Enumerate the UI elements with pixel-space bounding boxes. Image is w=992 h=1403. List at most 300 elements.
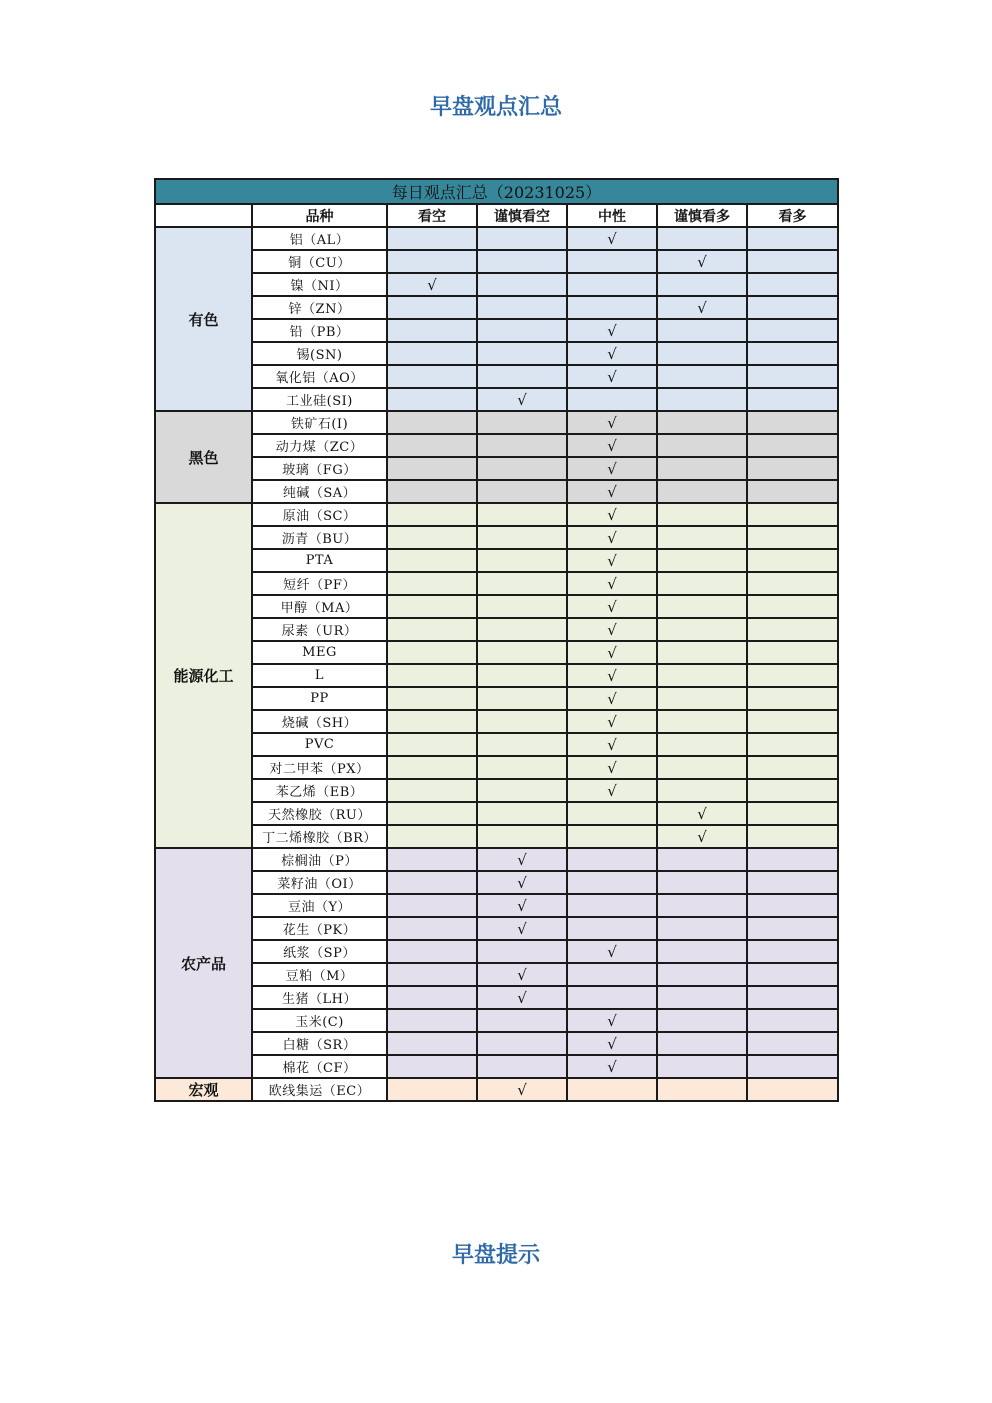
view-cell — [477, 342, 567, 365]
variety-name: 铝（AL） — [252, 227, 387, 250]
view-cell — [567, 411, 657, 434]
check-mark: √ — [427, 275, 437, 294]
view-cell — [387, 549, 477, 572]
table-row — [155, 802, 838, 825]
view-cell — [387, 871, 477, 894]
view-cell — [657, 802, 747, 825]
view-cell — [387, 572, 477, 595]
variety-name: 苯乙烯（EB） — [252, 779, 387, 802]
table-row — [155, 710, 838, 733]
view-cell — [477, 963, 567, 986]
check-mark: √ — [697, 252, 707, 271]
variety-name: 花生（PK） — [252, 917, 387, 940]
view-cell — [657, 319, 747, 342]
variety-name: 棕榈油（P） — [252, 848, 387, 871]
view-cell — [477, 710, 567, 733]
view-cell — [657, 342, 747, 365]
view-cell — [657, 664, 747, 687]
view-cell — [567, 388, 657, 411]
table-row — [155, 388, 838, 411]
view-cell — [567, 1078, 657, 1101]
view-cell — [747, 1055, 838, 1078]
view-cell — [477, 549, 567, 572]
view-cell — [477, 756, 567, 779]
table-title-row — [155, 179, 838, 204]
view-cell — [387, 388, 477, 411]
view-cell — [747, 526, 838, 549]
view-cell — [477, 871, 567, 894]
check-mark: √ — [607, 1057, 617, 1076]
check-mark: √ — [607, 942, 617, 961]
view-cell — [387, 1055, 477, 1078]
section-title-morning-tips: 早盘提示 — [451, 1243, 540, 1268]
variety-name: 原油（SC） — [252, 503, 387, 526]
view-cell — [567, 595, 657, 618]
view-cell — [477, 457, 567, 480]
view-cell — [747, 480, 838, 503]
view-cell — [567, 710, 657, 733]
view-cell — [567, 871, 657, 894]
variety-name: 豆粕（M） — [252, 963, 387, 986]
variety-name: 菜籽油（OI） — [252, 871, 387, 894]
view-cell — [747, 940, 838, 963]
view-cell — [387, 411, 477, 434]
variety-name: PTA — [252, 549, 387, 572]
table-row — [155, 848, 838, 871]
view-cell — [387, 687, 477, 710]
view-cell — [657, 986, 747, 1009]
view-cell — [747, 1032, 838, 1055]
view-cell — [387, 250, 477, 273]
view-cell — [657, 733, 747, 756]
view-cell — [387, 825, 477, 848]
view-cell — [747, 434, 838, 457]
variety-name: 白糖（SR） — [252, 1032, 387, 1055]
view-cell — [747, 779, 838, 802]
table-title: 每日观点汇总（20231025） — [155, 179, 838, 204]
view-cell — [747, 388, 838, 411]
check-mark: √ — [607, 459, 617, 478]
table-row — [155, 618, 838, 641]
check-mark: √ — [607, 528, 617, 547]
view-cell — [657, 710, 747, 733]
view-cell — [567, 963, 657, 986]
view-cell — [657, 825, 747, 848]
check-mark: √ — [607, 758, 617, 777]
view-cell — [387, 917, 477, 940]
view-cell — [747, 572, 838, 595]
view-cell — [747, 733, 838, 756]
table-row — [155, 503, 838, 526]
view-cell — [477, 917, 567, 940]
table-row — [155, 641, 838, 664]
view-cell — [657, 388, 747, 411]
variety-name: L — [252, 664, 387, 687]
view-cell — [567, 664, 657, 687]
view-cell — [477, 1009, 567, 1032]
view-cell — [567, 572, 657, 595]
variety-name: 铜（CU） — [252, 250, 387, 273]
view-cell — [657, 296, 747, 319]
variety-name: 氧化铝（AO） — [252, 365, 387, 388]
view-cell — [567, 296, 657, 319]
view-cell — [387, 319, 477, 342]
view-cell — [477, 1055, 567, 1078]
table-row — [155, 365, 838, 388]
view-cell — [387, 296, 477, 319]
view-cell — [567, 549, 657, 572]
check-mark: √ — [517, 850, 527, 869]
view-cell — [477, 319, 567, 342]
view-cell — [747, 894, 838, 917]
table-row — [155, 1032, 838, 1055]
view-cell — [567, 273, 657, 296]
view-cell — [477, 273, 567, 296]
view-cell — [387, 1009, 477, 1032]
view-cell — [477, 1032, 567, 1055]
view-cell — [747, 848, 838, 871]
variety-name: 短纤（PF） — [252, 572, 387, 595]
view-cell — [657, 848, 747, 871]
header-bearish: 看空 — [387, 204, 477, 227]
check-mark: √ — [607, 344, 617, 363]
view-cell — [567, 503, 657, 526]
table-row — [155, 825, 838, 848]
view-cell — [747, 1078, 838, 1101]
variety-name: PVC — [252, 733, 387, 756]
view-cell — [567, 250, 657, 273]
view-cell — [657, 273, 747, 296]
view-cell — [657, 940, 747, 963]
sector-label: 能源化工 — [155, 503, 252, 848]
table-row — [155, 664, 838, 687]
view-cell — [387, 434, 477, 457]
variety-name: 对二甲苯（PX） — [252, 756, 387, 779]
view-cell — [657, 434, 747, 457]
view-cell — [747, 710, 838, 733]
view-cell — [387, 963, 477, 986]
view-cell — [747, 342, 838, 365]
view-cell — [387, 503, 477, 526]
variety-name: 丁二烯橡胶（BR） — [252, 825, 387, 848]
view-cell — [387, 710, 477, 733]
view-cell — [747, 917, 838, 940]
check-mark: √ — [607, 712, 617, 731]
view-cell — [477, 250, 567, 273]
header-variety: 品种 — [252, 204, 387, 227]
view-cell — [567, 526, 657, 549]
view-cell — [747, 641, 838, 664]
view-cell — [657, 894, 747, 917]
variety-name: 铁矿石(I) — [252, 411, 387, 434]
table-row — [155, 411, 838, 434]
table-row — [155, 687, 838, 710]
view-cell — [477, 940, 567, 963]
view-cell — [387, 342, 477, 365]
table-row — [155, 1009, 838, 1032]
check-mark: √ — [517, 390, 527, 409]
check-mark: √ — [607, 436, 617, 455]
view-cell — [657, 756, 747, 779]
table-row — [155, 549, 838, 572]
variety-name: 玻璃（FG） — [252, 457, 387, 480]
view-cell — [477, 986, 567, 1009]
view-cell — [477, 848, 567, 871]
view-cell — [657, 871, 747, 894]
view-cell — [387, 940, 477, 963]
check-mark: √ — [607, 643, 617, 662]
page-title: 早盘观点汇总 — [429, 95, 562, 120]
variety-name: 沥青（BU） — [252, 526, 387, 549]
table-row — [155, 940, 838, 963]
view-cell — [747, 296, 838, 319]
view-cell — [567, 434, 657, 457]
view-cell — [477, 733, 567, 756]
view-cell — [747, 365, 838, 388]
view-cell — [747, 549, 838, 572]
variety-name: PP — [252, 687, 387, 710]
table-row — [155, 319, 838, 342]
check-mark: √ — [607, 1034, 617, 1053]
check-mark: √ — [607, 551, 617, 570]
view-cell — [387, 802, 477, 825]
check-mark: √ — [607, 597, 617, 616]
check-mark: √ — [517, 873, 527, 892]
check-mark: √ — [517, 988, 527, 1007]
sector-label: 宏观 — [155, 1078, 252, 1101]
view-cell — [387, 664, 477, 687]
table-row — [155, 227, 838, 250]
view-cell — [477, 779, 567, 802]
view-cell — [567, 917, 657, 940]
view-cell — [387, 365, 477, 388]
check-mark: √ — [517, 1080, 527, 1099]
header-cautious-bullish: 谨慎看多 — [657, 204, 747, 227]
check-mark: √ — [607, 229, 617, 248]
view-cell — [657, 595, 747, 618]
view-cell — [657, 503, 747, 526]
table-row — [155, 296, 838, 319]
view-cell — [477, 434, 567, 457]
view-cell — [657, 365, 747, 388]
table-row — [155, 1078, 838, 1101]
variety-name: 纸浆（SP） — [252, 940, 387, 963]
sector-label: 有色 — [155, 227, 252, 411]
view-cell — [657, 917, 747, 940]
variety-name: 烧碱（SH） — [252, 710, 387, 733]
check-mark: √ — [607, 620, 617, 639]
view-cell — [477, 641, 567, 664]
view-cell — [567, 756, 657, 779]
table-row — [155, 273, 838, 296]
variety-name: 天然橡胶（RU） — [252, 802, 387, 825]
view-cell — [387, 756, 477, 779]
view-cell — [477, 595, 567, 618]
table-row — [155, 756, 838, 779]
table-row — [155, 733, 838, 756]
view-cell — [747, 963, 838, 986]
view-cell — [747, 687, 838, 710]
view-cell — [387, 779, 477, 802]
view-cell — [747, 871, 838, 894]
view-cell — [657, 457, 747, 480]
variety-name: 玉米(C) — [252, 1009, 387, 1032]
view-cell — [477, 825, 567, 848]
view-cell — [477, 227, 567, 250]
view-cell — [657, 779, 747, 802]
view-cell — [477, 411, 567, 434]
view-cell — [747, 503, 838, 526]
sector-label: 黑色 — [155, 411, 252, 503]
view-cell — [477, 618, 567, 641]
view-cell — [567, 618, 657, 641]
view-cell — [477, 572, 567, 595]
check-mark: √ — [607, 413, 617, 432]
variety-name: 纯碱（SA） — [252, 480, 387, 503]
view-cell — [387, 733, 477, 756]
variety-name: 尿素（UR） — [252, 618, 387, 641]
view-cell — [747, 618, 838, 641]
table-row — [155, 526, 838, 549]
table-row — [155, 963, 838, 986]
view-cell — [567, 986, 657, 1009]
view-cell — [567, 825, 657, 848]
header-bullish: 看多 — [747, 204, 838, 227]
variety-name: 甲醇（MA） — [252, 595, 387, 618]
view-cell — [387, 457, 477, 480]
view-cell — [387, 894, 477, 917]
variety-name: 生猪（LH） — [252, 986, 387, 1009]
table-row — [155, 894, 838, 917]
view-cell — [747, 664, 838, 687]
view-cell — [747, 756, 838, 779]
check-mark: √ — [607, 666, 617, 685]
variety-name: 豆油（Y） — [252, 894, 387, 917]
view-cell — [657, 1009, 747, 1032]
check-mark: √ — [697, 804, 707, 823]
check-mark: √ — [607, 781, 617, 800]
view-cell — [567, 457, 657, 480]
header-sector — [155, 204, 252, 227]
view-cell — [567, 1009, 657, 1032]
table-row — [155, 572, 838, 595]
view-cell — [477, 664, 567, 687]
view-cell — [567, 779, 657, 802]
variety-name: 镍（NI） — [252, 273, 387, 296]
view-cell — [657, 1055, 747, 1078]
view-cell — [477, 296, 567, 319]
view-cell — [567, 940, 657, 963]
view-cell — [567, 342, 657, 365]
view-cell — [747, 250, 838, 273]
view-cell — [657, 480, 747, 503]
table-row — [155, 595, 838, 618]
view-cell — [657, 526, 747, 549]
check-mark: √ — [607, 689, 617, 708]
check-mark: √ — [607, 367, 617, 386]
view-cell — [387, 227, 477, 250]
view-cell — [477, 526, 567, 549]
variety-name: 动力煤（ZC） — [252, 434, 387, 457]
view-cell — [567, 641, 657, 664]
view-cell — [387, 848, 477, 871]
header-neutral: 中性 — [567, 204, 657, 227]
view-cell — [387, 986, 477, 1009]
variety-name: 锡(SN) — [252, 342, 387, 365]
variety-name: MEG — [252, 641, 387, 664]
table-header-row — [155, 204, 838, 227]
check-mark: √ — [607, 735, 617, 754]
view-cell — [747, 595, 838, 618]
table-row — [155, 342, 838, 365]
variety-name: 棉花（CF） — [252, 1055, 387, 1078]
view-cell — [387, 273, 477, 296]
view-cell — [657, 963, 747, 986]
view-cell — [567, 802, 657, 825]
check-mark: √ — [607, 482, 617, 501]
variety-name: 欧线集运（EC） — [252, 1078, 387, 1101]
view-cell — [477, 388, 567, 411]
table-row — [155, 779, 838, 802]
view-cell — [567, 365, 657, 388]
view-cell — [657, 1078, 747, 1101]
view-cell — [477, 1078, 567, 1101]
variety-name: 工业硅(SI) — [252, 388, 387, 411]
view-cell — [567, 1032, 657, 1055]
check-mark: √ — [517, 919, 527, 938]
view-cell — [747, 227, 838, 250]
view-cell — [567, 894, 657, 917]
view-cell — [747, 986, 838, 1009]
view-cell — [657, 687, 747, 710]
check-mark: √ — [607, 505, 617, 524]
view-cell — [657, 618, 747, 641]
view-cell — [567, 480, 657, 503]
header-cautious-bearish: 谨慎看空 — [477, 204, 567, 227]
table-row — [155, 457, 838, 480]
view-cell — [657, 227, 747, 250]
view-cell — [567, 733, 657, 756]
view-cell — [747, 457, 838, 480]
table-row — [155, 434, 838, 457]
view-cell — [567, 227, 657, 250]
variety-name: 锌（ZN） — [252, 296, 387, 319]
table-row — [155, 986, 838, 1009]
daily-view-summary-table — [154, 178, 839, 1102]
view-cell — [477, 365, 567, 388]
view-cell — [387, 595, 477, 618]
view-cell — [567, 687, 657, 710]
view-cell — [747, 411, 838, 434]
view-cell — [657, 411, 747, 434]
view-cell — [657, 572, 747, 595]
view-cell — [747, 802, 838, 825]
view-cell — [747, 1009, 838, 1032]
view-cell — [657, 250, 747, 273]
table-row — [155, 917, 838, 940]
check-mark: √ — [697, 827, 707, 846]
table-row — [155, 250, 838, 273]
view-cell — [567, 1055, 657, 1078]
table-row — [155, 871, 838, 894]
view-cell — [387, 618, 477, 641]
view-cell — [387, 526, 477, 549]
check-mark: √ — [607, 321, 617, 340]
table-row — [155, 1055, 838, 1078]
view-cell — [657, 1032, 747, 1055]
view-cell — [747, 273, 838, 296]
sector-label: 农产品 — [155, 848, 252, 1078]
